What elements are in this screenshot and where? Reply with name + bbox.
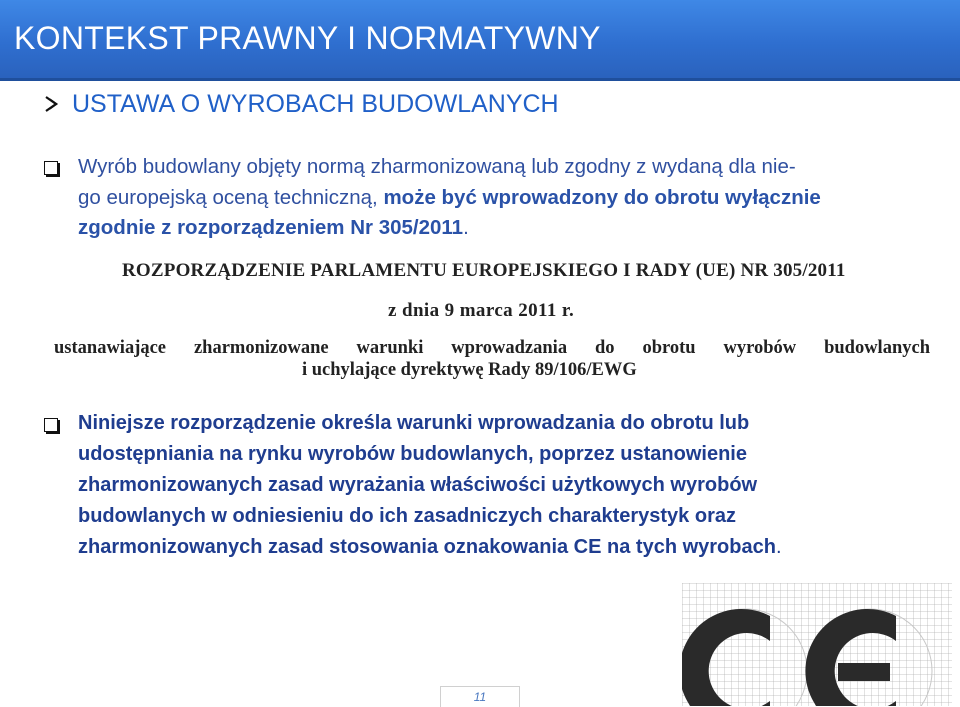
slide-title: KONTEKST PRAWNY I NORMATYWNY [14, 20, 601, 56]
paragraph-2-line-5-end: . [775, 536, 782, 558]
page-number: 11 [440, 686, 520, 707]
regulation-date: z dnia 9 marca 2011 r. [388, 300, 575, 321]
paragraph-1-line-2 [78, 183, 938, 214]
checkbox-bullet-icon [44, 161, 58, 175]
ce-mark-logo [682, 583, 952, 706]
paragraph-1 [78, 152, 938, 244]
regulation-word: wprowadzania [451, 338, 568, 358]
regulation-title: ROZPORZĄDZENIE PARLAMENTU EUROPEJSKIEGO I RADY (UE) NR 305/2011 [122, 260, 846, 281]
paragraph-1-line-1: Wyrób budowlany objęty normą zharmonizowaną lub zgodny z wydaną dla nie- [78, 155, 796, 178]
paragraph-2-line-4: budowlanych w odniesieniu do ich zasadniczych charakterystyk oraz [78, 505, 736, 527]
paragraph-1-line-2-bold: może być wprowadzony do obrotu wyłącznie [383, 185, 821, 209]
regulation-word: zharmonizowane [193, 338, 329, 358]
regulation-word: warunki [356, 338, 424, 358]
paragraph-1-line-2-normal: go europejską oceną techniczną, [78, 185, 384, 209]
paragraph-1-line-3-bold: zgodnie z rozporządzeniem Nr 305/2011 [78, 216, 464, 239]
regulation-word: ustanawiające [54, 338, 167, 358]
regulation-word: do [595, 338, 615, 358]
arrow-bullet-icon [42, 94, 62, 114]
paragraph-1-line-3 [78, 213, 938, 244]
header-bar [0, 0, 960, 81]
regulation-word: budowlanych [824, 338, 930, 358]
section-row [42, 86, 559, 122]
paragraph-2-line-5-text: zharmonizowanych zasad stosowania oznakowania CE na tych wyrobach [78, 536, 776, 558]
paragraph-2-line-3: zharmonizowanych zasad wyrażania właściwości użytkowych wyrobów [78, 474, 758, 496]
paragraph-2 [78, 408, 938, 563]
regulation-word: obrotu [642, 338, 696, 358]
regulation-word: wyrobów [723, 338, 797, 358]
paragraph-2-line-1: Niniejsze rozporządzenie określa warunki wprowadzania do obrotu lub [78, 412, 750, 434]
section-heading: USTAWA O WYROBACH BUDOWLANYCH [72, 89, 559, 118]
paragraph-1-line-3-end: . [463, 216, 469, 239]
regulation-subtitle-line-2: i uchylające dyrektywę Rady 89/106/EWG [302, 360, 637, 380]
checkbox-bullet-icon [44, 418, 58, 432]
paragraph-2-line-5 [78, 532, 938, 563]
regulation-subtitle-line-1 [54, 338, 930, 359]
paragraph-2-line-2: udostępniania na rynku wyrobów budowlanych, poprzez ustanowienie [78, 443, 747, 465]
